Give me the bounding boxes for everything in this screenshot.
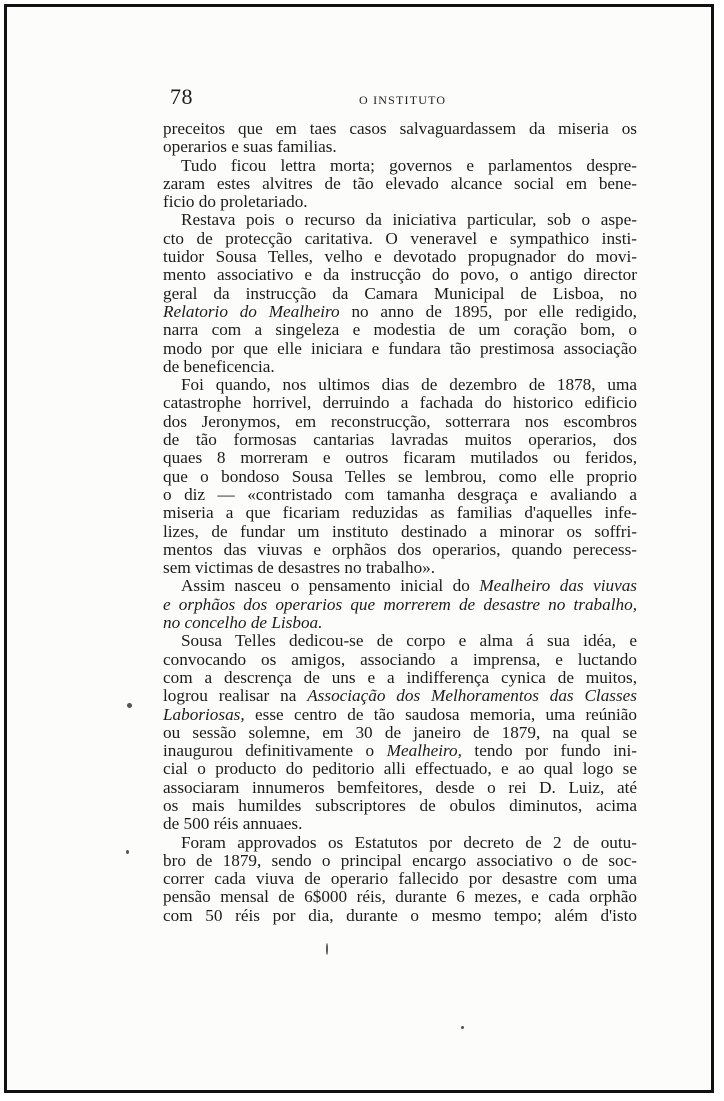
text-run: logrou realisar na	[163, 686, 308, 706]
text-line	[163, 779, 637, 797]
text-run: o diz — «contristado com tamanha desgraça e avaliando a	[163, 484, 637, 504]
text-run: pensão mensal de 6$000 réis, durante 6 mezes, e cada orphão	[163, 887, 637, 907]
italic-run: Associação dos Melhoramentos das Classes	[307, 686, 637, 706]
text-run: correr cada viuva de operario fallecido por desastre com uma	[163, 869, 637, 889]
text-line	[163, 614, 637, 632]
text-line	[163, 632, 637, 650]
italic-run: no concelho de Lisboa.	[163, 613, 323, 633]
text-run: de tão formosas cantarias lavradas muitos operarios, dos	[163, 430, 637, 450]
italic-run: Relatorio do Mealheiro	[163, 301, 340, 321]
text-line	[163, 559, 637, 577]
text-line	[163, 394, 637, 412]
text-run: geral da instrucção da Camara Municipal de Lisboa, no	[163, 283, 637, 303]
text-line	[163, 852, 637, 870]
body-text	[163, 120, 637, 925]
text-line	[163, 907, 637, 925]
text-line	[163, 138, 637, 156]
italic-run: Mealheiro,	[386, 741, 462, 761]
text-line	[163, 797, 637, 815]
text-run: Foram approvados os Estatutos por decreto de 2 de outu-	[181, 832, 637, 852]
text-line	[163, 340, 637, 358]
text-run: cto de protecção caritativa. O veneravel e sympathico insti-	[163, 228, 637, 248]
text-run: bro de 1879, sendo o principal encargo associativo o de soc-	[163, 850, 637, 870]
text-line	[163, 504, 637, 522]
text-run: lizes, de fundar um instituto destinado a minorar os soffri-	[163, 521, 637, 541]
text-line	[163, 120, 637, 138]
text-run: quaes 8 morreram e outros ficaram mutilados ou feridos,	[163, 448, 637, 468]
text-line	[163, 193, 637, 211]
text-run: esse centro de tão saudosa memoria, uma reúnião	[244, 704, 637, 724]
text-run: tendo por fundo ini-	[461, 741, 637, 761]
text-run: de 500 réis annuaes.	[163, 814, 303, 834]
text-run: Assim nasceu o pensamento inicial do	[181, 576, 480, 596]
text-line	[163, 303, 637, 321]
text-line	[163, 815, 637, 833]
text-line	[163, 523, 637, 541]
text-line	[163, 834, 637, 852]
speck-mark	[126, 850, 129, 854]
text-run: sem victimas de desastres no trabalho».	[163, 558, 436, 578]
text-line	[163, 486, 637, 504]
running-title: O INSTITUTO	[359, 93, 447, 107]
text-run: no anno de 1895, por elle redigido,	[339, 301, 637, 321]
text-run: Tudo ficou lettra morta; governos e parlamentos despre-	[181, 155, 637, 175]
text-run: narra com a singeleza e modestia de um coração bom, o	[163, 320, 637, 340]
text-line	[163, 175, 637, 193]
page-number: 78	[170, 84, 193, 109]
text-line	[163, 431, 637, 449]
text-run: Sousa Telles dedicou-se de corpo e alma á sua idéa, e	[181, 631, 637, 651]
italic-run: Laboriosas,	[163, 704, 245, 724]
text-run: modo por que elle iniciara e fundara tão prestimosa associação	[163, 338, 637, 358]
text-line	[163, 321, 637, 339]
italic-run: e orphãos dos operarios que morrerem de desastre no trabalho,	[163, 594, 637, 614]
italic-run: Mealheiro das viuvas	[479, 576, 637, 596]
text-line	[163, 596, 637, 614]
text-run: Foi quando, nos ultimos dias de dezembro de 1878, uma	[181, 375, 637, 395]
speck-mark	[461, 1026, 464, 1029]
text-line	[163, 211, 637, 229]
text-run: ficio do proletariado.	[163, 192, 308, 212]
text-line	[163, 687, 637, 705]
text-line	[163, 248, 637, 266]
text-run: mentos das viuvas e orphãos dos operarios, quando perecess-	[163, 539, 637, 559]
text-line	[163, 157, 637, 175]
text-run: inaugurou definitivamente o	[163, 741, 387, 761]
text-line	[163, 285, 637, 303]
text-run: convocando os amigos, associando a imprensa, e luctando	[163, 649, 637, 669]
text-line	[163, 669, 637, 687]
text-run: tuidor Sousa Telles, velho e devotado propugnador do movi-	[163, 247, 637, 267]
text-line	[163, 724, 637, 742]
text-run: com a descrença de uns e a indifferença cynica de muitos,	[163, 667, 637, 687]
text-line	[163, 577, 637, 595]
text-line	[163, 541, 637, 559]
text-run: dos Jeronymos, em reconstrucção, sotterrara nos escombros	[163, 411, 637, 431]
speck-mark	[127, 703, 132, 708]
text-line	[163, 413, 637, 431]
text-run: que o bondoso Sousa Telles se lembrou, como elle proprio	[163, 466, 637, 486]
text-line	[163, 468, 637, 486]
text-run: operarios e suas familias.	[163, 137, 337, 157]
text-run: mento associativo e da instrucção do povo, o antigo director	[163, 265, 637, 285]
text-line	[163, 870, 637, 888]
text-run: miseria a que ficariam reduzidas as familias d'aquelles infe-	[163, 503, 637, 523]
text-run: Restava pois o recurso da iniciativa particular, sob o aspe-	[181, 210, 637, 230]
text-line	[163, 266, 637, 284]
text-line	[163, 376, 637, 394]
text-line	[163, 888, 637, 906]
text-run: os mais humildes subscriptores de obulos diminutos, acima	[163, 795, 637, 815]
text-run: associaram innumeros bemfeitores, desde o rei D. Luiz, até	[163, 777, 637, 797]
text-run: preceitos que em taes casos salvaguardassem da miseria os	[163, 119, 637, 138]
speck-mark	[326, 943, 328, 955]
text-line	[163, 760, 637, 778]
text-run: com 50 réis por dia, durante o mesmo tempo; além d'isto	[163, 905, 637, 925]
text-line	[163, 230, 637, 248]
text-line	[163, 651, 637, 669]
text-line	[163, 358, 637, 376]
text-line	[163, 449, 637, 467]
text-run: ou sessão solemne, em 30 de janeiro de 1879, na qual se	[163, 722, 637, 742]
text-line	[163, 706, 637, 724]
text-run: catastrophe horrivel, derruindo a fachada do historico edificio	[163, 393, 637, 413]
text-run: zaram estes alvitres de tão elevado alcance social em bene-	[163, 173, 637, 193]
text-run: cial o producto do peditorio alli effectuado, e ao qual logo se	[163, 759, 637, 779]
text-run: de beneficencia.	[163, 356, 275, 376]
text-line	[163, 742, 637, 760]
